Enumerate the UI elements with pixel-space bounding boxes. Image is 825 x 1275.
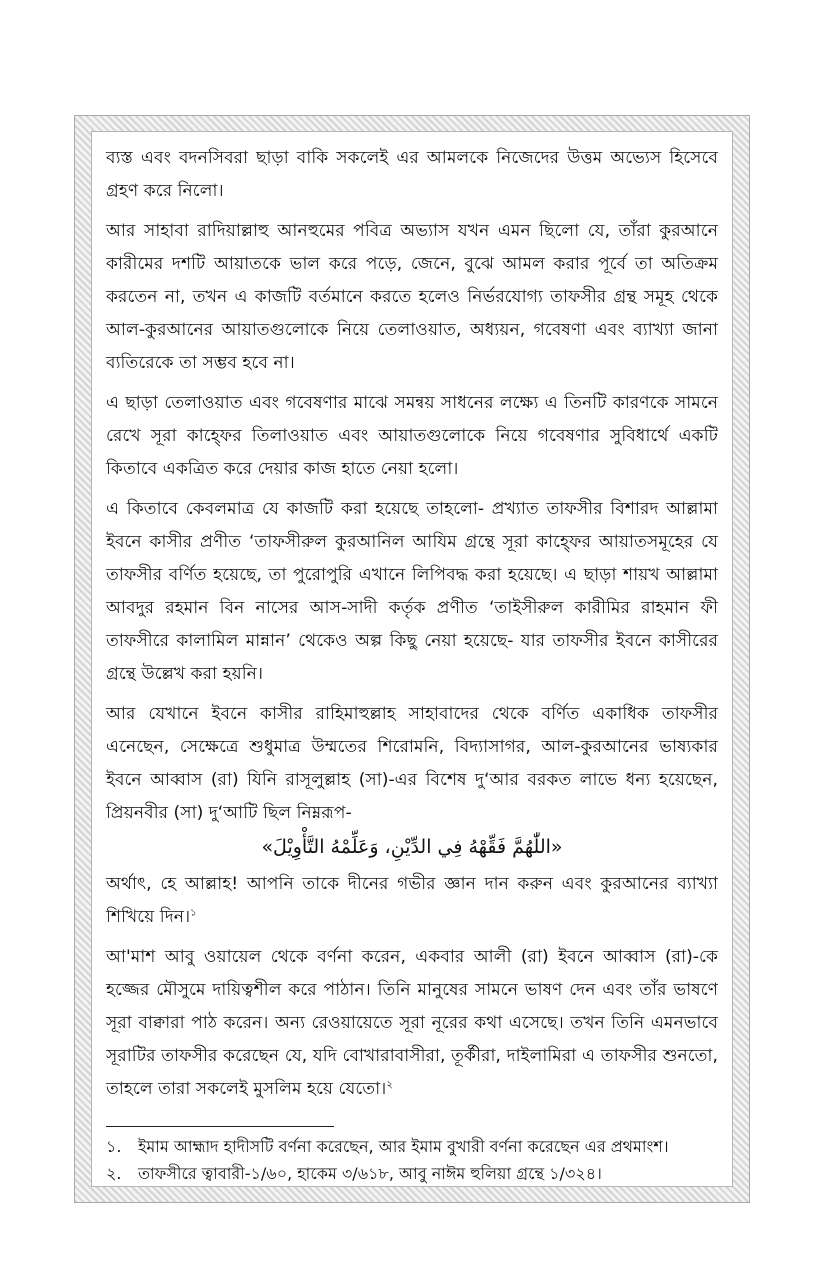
paragraph-1: ব্যস্ত এবং বদনসিবরা ছাড়া বাকি সকলেই এর আমলকে নিজেদের উত্তম অভ্যেস হিসেবে গ্রহণ করে নিলো। (106, 148, 718, 201)
footnote-text: ইমাম আহ্মাদ হাদীসটি বর্ণনা করেছেন, আর ইমাম বুখারী বর্ণনা করেছেন এর প্রথমাংশ। (138, 1137, 669, 1156)
footnote-1 (106, 1133, 718, 1160)
paragraph-4: এ কিতাবে কেবলমাত্র যে কাজটি করা হয়েছে তাহলো- প্রখ্যাত তাফসীর বিশারদ আল্লামা ইবনে কাসীর প্রণীত ‘তাফসীরুল কুরআনিল আযিম গ্রন্থে সূরা কাহ্ফের আয়াতসমূহের যে তাফসীর বর্ণিত হয়েছে, তা পুরোপুরি এখানে লিপিবদ্ধ করা হয়েছে। এ ছাড়া শায়খ আল্লামা আবদুর রহমান বিন নাসের আস-সাদী কর্তৃক প্রণীত ‘তাইসীরুল কারীমির রাহমান ফী তাফসীরে কালামিল মান্নান’ থেকেও অল্প কিছু নেয়া হয়েছে- যার তাফসীর ইবনে কাসীরের গ্রন্থে উল্লেখ করা হয়নি। (106, 499, 718, 684)
footnote-divider (106, 1126, 334, 1127)
page-body (91, 131, 733, 1187)
footnote-ref-2[interactable]: ২ (386, 1079, 393, 1091)
paragraph-5: আর যেখানে ইবনে কাসীর রাহিমাহুল্লাহ সাহাবাদের থেকে বর্ণিত একাধিক তাফসীর এনেছেন, সেক্ষেত্রে শুধুমাত্র উম্মতের শিরোমনি, বিদ্যাসাগর, আল-কুরআনের ভাষ্যকার ইবনে আব্বাস (রা) যিনি রাসূলুল্লাহ (সা)-এর বিশেষ দু‘আর বরকত লাভে ধন্য হয়েছেন, প্রিয়নবীর (সা) দু‘আটি ছিল নিম্নরূপ- (106, 704, 718, 823)
page-content (106, 142, 718, 1187)
footnote-number: ২. (106, 1164, 122, 1183)
dua-translation-text: অর্থাৎ, হে আল্লাহ! আপনি তাকে দীনের গভীর জ্ঞান দান করুন এবং কুরআনের ব্যাখ্যা শিখিয়ে দিন। (106, 874, 718, 927)
decorative-page-frame (74, 115, 750, 1203)
dua-translation (106, 868, 718, 934)
arabic-dua: «اللّٰهُمَّ فَقِّهْهُ فِي الدِّيْنِ، وَعَلِّمْهُ التَّأْوِيْلَ» (261, 836, 563, 858)
paragraph-2: আর সাহাবা রাদিয়াল্লাহু আনহুমের পবিত্র অভ্যাস যখন এমন ছিলো যে, তাঁরা কুরআনে কারীমের দশটি আয়াতকে ভাল করে পড়ে, জেনে, বুঝে আমল করার পূর্বে তা অতিক্রম করতেন না, তখন এ কাজটি বর্তমানে করতে হলেও নির্ভরযোগ্য তাফসীর গ্রন্থ সমূহ থেকে আল-কুরআনের আয়াতগুলোকে নিয়ে তেলাওয়াত, অধ্যয়ন, গবেষণা এবং ব্যাখ্যা জানা ব্যতিরেকে তা সম্ভব হবে না। (106, 221, 718, 373)
paragraph-3: এ ছাড়া তেলাওয়াত এবং গবেষণার মাঝে সমন্বয় সাধনের লক্ষ্যে এ তিনটি কারণকে সামনে রেখে সূরা কাহ্ফের তিলাওয়াত এবং আয়াতগুলোকে নিয়ে গবেষণার সুবিধার্থে একটি কিতাবে একত্রিত করে দেয়ার কাজ হাতে নেয়া হলো। (106, 393, 718, 479)
paragraph-6 (106, 941, 718, 1106)
footnote-text: তাফসীরে ত্বাবারী-১/৬০, হাকেম ৩/৬১৮, আবু নাঈম হুলিয়া গ্রন্থে ১/৩২৪। (138, 1164, 602, 1183)
footnote-2 (106, 1160, 718, 1187)
footnote-ref-1[interactable]: ১ (190, 907, 197, 919)
footnote-number: ১. (106, 1137, 122, 1156)
paragraph-6-text: আ'মাশ আবু ওয়ায়েল থেকে বর্ণনা করেন, একবার আলী (রা) ইবনে আব্বাস (রা)-কে হজ্জের মৌসুমে দায়িত্বশীল করে পাঠান। তিনি মানুষের সামনে ভাষণ দেন এবং তাঁর ভাষণে সূরা বাক্বারা পাঠ করেন। অন্য রেওয়ায়েতে সূরা নূরের কথা এসেছে। তখন তিনি এমনভাবে সূরাটির তাফসীর করেছেন যে, যদি বোখারাবাসীরা, তূর্কীরা, দাইলামিরা এ তাফসীর শুনতো, তাহলে তারা সকলেই মুসলিম হয়ে যেতো। (106, 947, 718, 1099)
